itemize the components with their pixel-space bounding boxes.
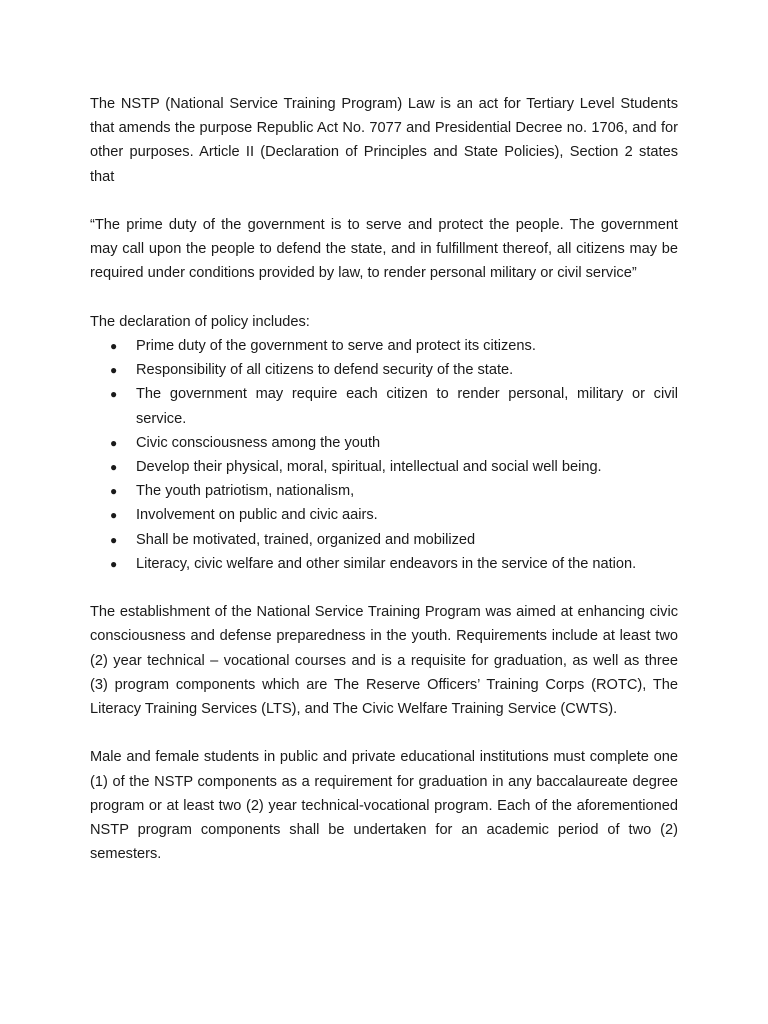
list-item-text: The youth patriotism, nationalism, bbox=[136, 483, 355, 500]
bullet-icon: ● bbox=[110, 556, 118, 571]
bullet-icon: ● bbox=[110, 460, 118, 475]
list-item bbox=[90, 503, 678, 527]
list-item bbox=[90, 528, 678, 552]
list-item bbox=[90, 334, 678, 358]
list-item bbox=[90, 358, 678, 382]
bullet-icon: ● bbox=[110, 339, 118, 353]
list-item bbox=[90, 382, 678, 430]
bullet-icon: ● bbox=[110, 508, 118, 523]
establishment-paragraph: The establishment of the National Service Training Program was aimed at enhancing civic consciousness and defense preparedness in the youth. Requirements include at least two (2) year technical – vocational courses and is a requisite for graduation, as well as three (3) program components which are The Reserve Officers’ Training Corps (ROTC), The Literacy Training Services (LTS), and The Civic Welfare Training Service (CWTS). bbox=[90, 604, 678, 718]
list-item-text: Responsibility of all citizens to defend security of the state. bbox=[136, 362, 514, 379]
list-item bbox=[90, 479, 678, 503]
list-item-text: Involvement on public and civic aairs. bbox=[136, 507, 378, 524]
list-item-text: Civic consciousness among the youth bbox=[136, 434, 381, 451]
bullet-icon: ● bbox=[110, 532, 118, 547]
bullet-icon: ● bbox=[110, 484, 118, 499]
list-item-text: Develop their physical, moral, spiritual, intellectual and social well being. bbox=[136, 459, 602, 476]
intro-paragraph: The NSTP (National Service Training Program) Law is an act for Tertiary Level Students that amends the purpose Republic Act No. 7077 and Presidential Decree no. 1706, and for other purposes. Article II (Declaration of Principles and State Policies), Section 2 states that bbox=[90, 96, 678, 185]
list-item-text: Shall be motivated, trained, organized and mobilized bbox=[136, 531, 476, 548]
requirement-paragraph: Male and female students in public and private educational institutions must complete one (1) of the NSTP components as a requirement for graduation in any baccalaureate degree program or at least two (2) year technical-vocational program. Each of the aforementioned NSTP program components shall be undertaken for an academic period of two (2) semesters. bbox=[90, 749, 678, 863]
list-item bbox=[90, 552, 678, 576]
policy-list bbox=[90, 334, 678, 576]
list-item-text: Literacy, civic welfare and other similar endeavors in the service of the nation. bbox=[136, 555, 637, 572]
bullet-icon: ● bbox=[110, 387, 118, 402]
list-item-text: The government may require each citizen to render personal, military or civil service. bbox=[136, 386, 678, 427]
bullet-icon: ● bbox=[110, 435, 118, 450]
policy-heading: The declaration of policy includes: bbox=[90, 313, 310, 330]
list-item bbox=[90, 455, 678, 479]
bullet-icon: ● bbox=[110, 363, 118, 378]
list-item bbox=[90, 431, 678, 455]
quote-paragraph: “The prime duty of the government is to serve and protect the people. The government may call upon the people to defend the state, and in fulfillment thereof, all citizens may be required under conditions provided by law, to render personal military or civil service” bbox=[90, 217, 678, 282]
list-item-text: Prime duty of the government to serve and protect its citizens. bbox=[136, 338, 536, 354]
